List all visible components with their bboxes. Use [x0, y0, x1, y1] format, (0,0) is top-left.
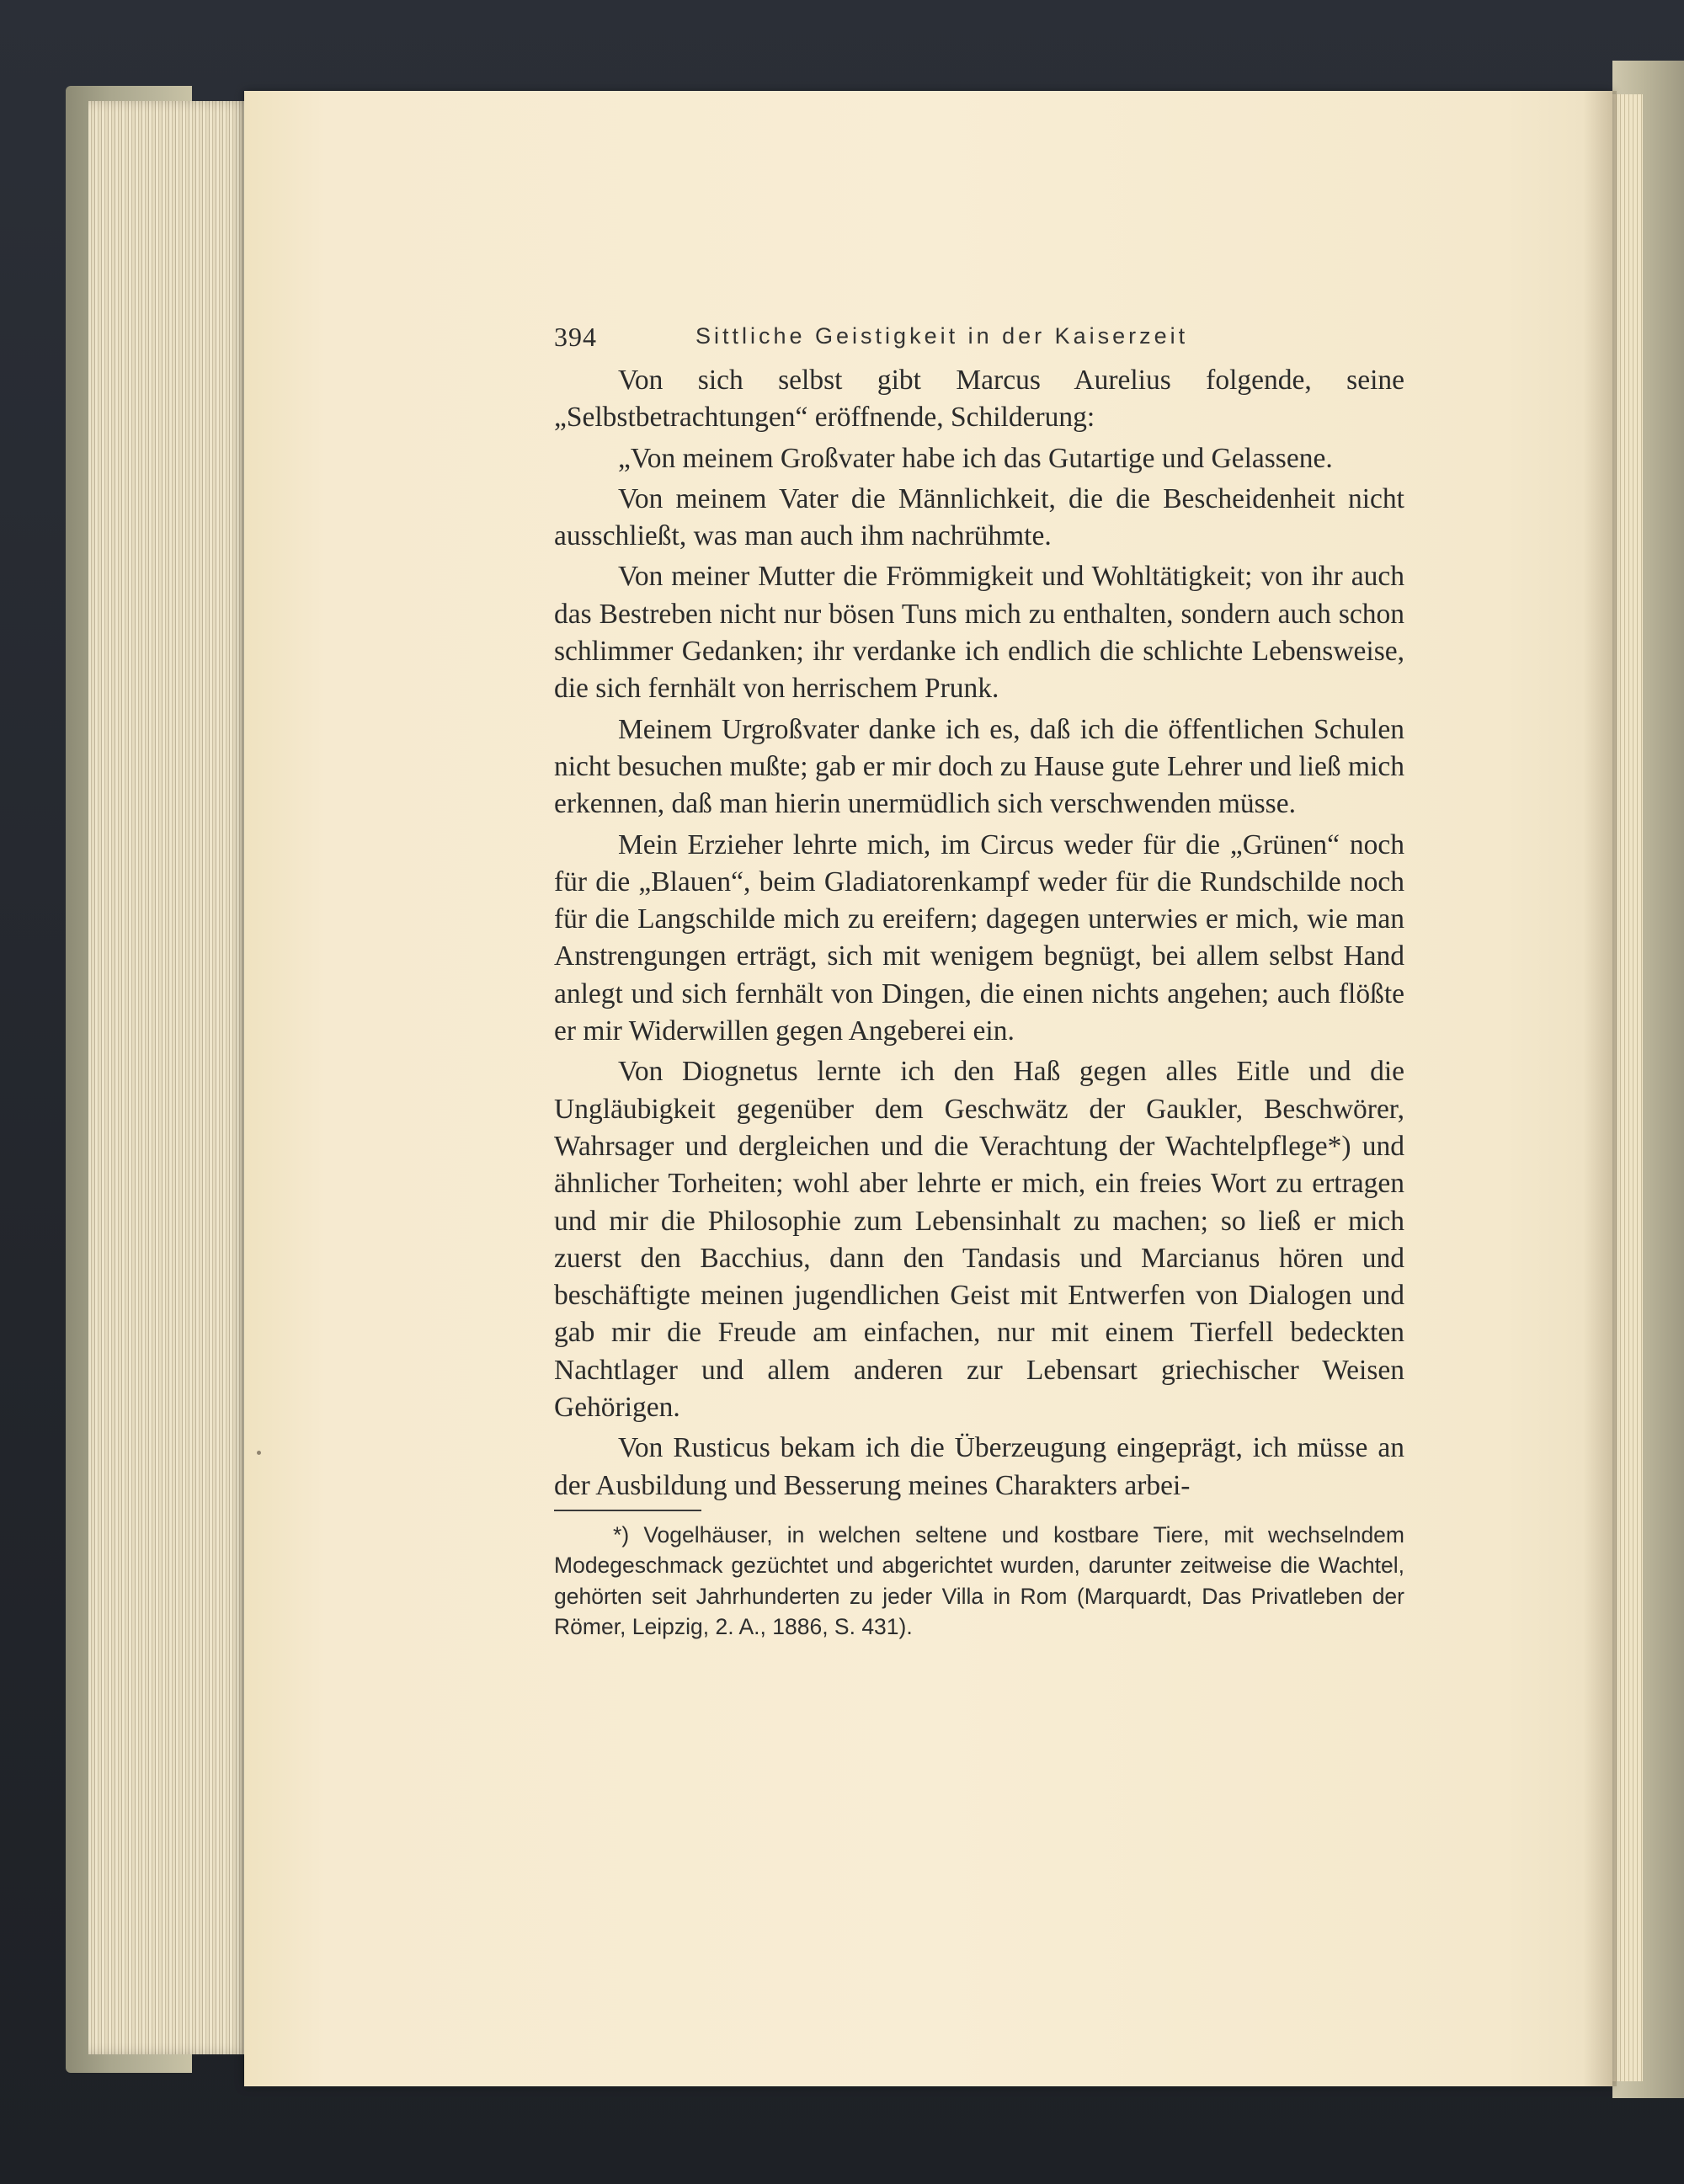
paragraph: Meinem Urgroßvater danke ich es, daß ich die öffentlichen Schulen nicht besuchen mußte; gab er mir doch zu Hause gute Lehrer und ließ mich erkennen, daß man hierin unermüdlich sich verschwenden müsse. [554, 713, 1404, 820]
running-head-title: Sittliche Geistigkeit in der Kaiserzeit [695, 323, 1189, 349]
paragraph: Mein Erzieher lehrte mich, im Circus weder für die „Grünen“ noch für die „Blauen“, beim Gladiatorenkampf weder für die Rundschilde noch für die Langschilde mich zu ereifern; dagegen unterwies er mich, wie man Anstrengungen erträgt, sich mit wenigem begnügt, bei allem selbst Hand anlegt und sich fernhält von Dingen, die einen nichts angehen; auch flößte er mir Widerwillen gegen Angeberei ein. [554, 828, 1404, 1047]
running-head [554, 312, 1404, 362]
paragraph: Von sich selbst gibt Marcus Aurelius folgende, seine „Selbstbetrachtungen“ eröffnende, Schilderung: [554, 365, 1404, 434]
page-number: 394 [554, 322, 597, 352]
page-speck [257, 1451, 261, 1455]
page-edge-stack-right [1612, 94, 1643, 2081]
page-content [554, 312, 1404, 1643]
body-text [554, 362, 1404, 1505]
footnote-rule [554, 1510, 701, 1511]
gutter-shadow [1583, 91, 1617, 2086]
footnote: *) Vogelhäuser, in welchen seltene und kostbare Tiere, mit wechselndem Modegeschmack gezüchtet und abgerichtet wurden, darunter zeitweise die Wachtel, gehörten seit Jahrhunderten zu jeder Villa in Rom (Marquardt, Das Privatleben der Römer, Leipzig, 2. A., 1886, S. 431). [554, 1521, 1404, 1640]
paragraph: Von meinem Vater die Männlichkeit, die die Bescheidenheit nicht ausschließt, was man auch ihm nachrühmte. [554, 482, 1404, 552]
paragraph: Von meiner Mutter die Frömmigkeit und Wohltätigkeit; von ihr auch das Bestreben nicht nur bösen Tuns mich zu enthalten, sondern auch schon schlimmer Gedanken; ihr verdanke ich endlich die schlichte Lebensweise, die sich fernhält von herrischem Prunk. [554, 561, 1404, 705]
page-edge-stack-left [88, 101, 248, 2054]
paragraph: Von Diognetus lernte ich den Haß gegen alles Eitle und die Ungläubigkeit gegenüber dem Geschwätz der Gaukler, Beschwörer, Wahrsager und dergleichen und die Verachtung der Wachtelpflege*) und ähnlicher Torheiten; wohl aber lehrte er mich, ein freies Wort zu ertragen und mir die Philosophie zum Lebensinhalt zu machen; so ließ er mich zuerst den Bacchius, dann den Tandasis und Marcianus hören und beschäftigte meinen jugendlichen Geist mit Entwerfen von Dialogen und gab mir die Freude am einfachen, nur mit einem Tierfell bedeckten Nachtlager und allem anderen zur Lebensart griechischer Weisen Gehörigen. [554, 1056, 1404, 1424]
paragraph: „Von meinem Großvater habe ich das Gutartige und Gelassene. [618, 442, 1333, 474]
paragraph: Von Rusticus bekam ich die Überzeugung eingeprägt, ich müsse an der Ausbildung und Besserung meines Charakters arbei- [554, 1432, 1404, 1501]
